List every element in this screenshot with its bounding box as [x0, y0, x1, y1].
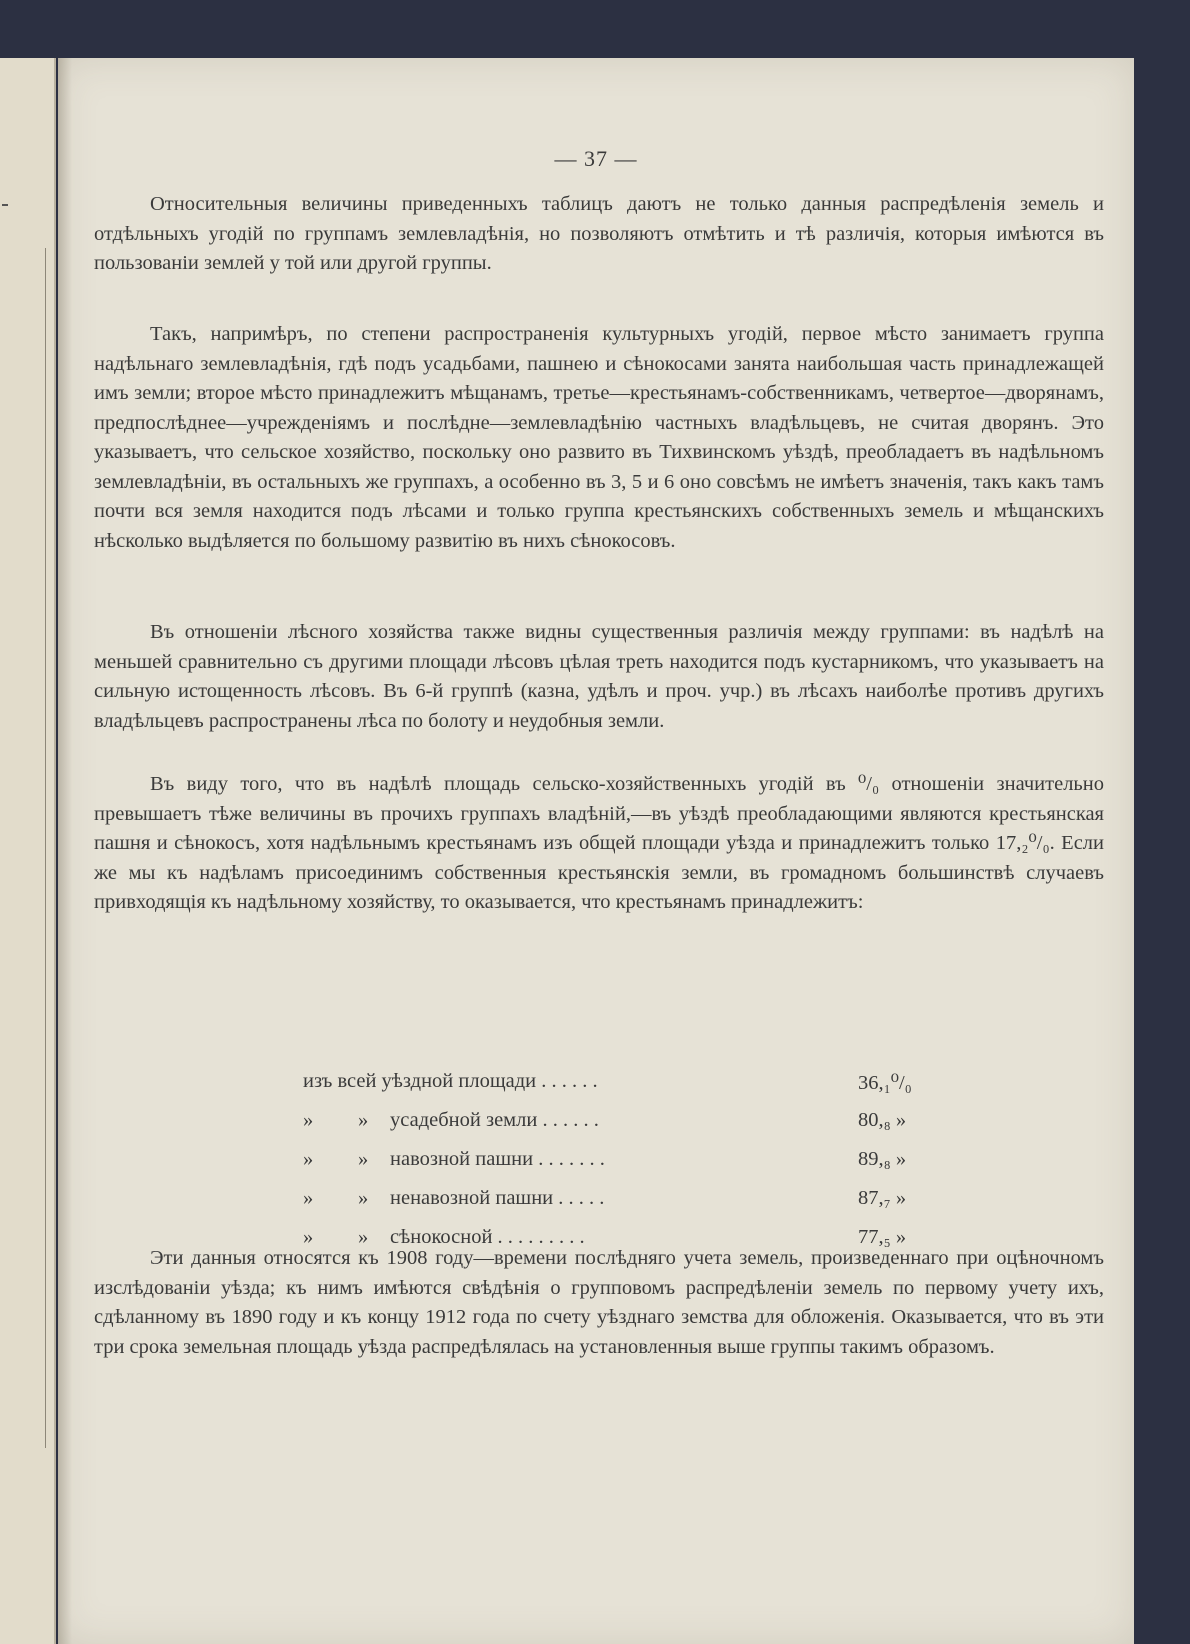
share-value: 80,₈ » — [858, 1109, 907, 1131]
share-value: 87,₇ » — [858, 1187, 907, 1209]
margin-mark — [2, 204, 8, 206]
paragraph-text: Въ отношеніи лѣсного хозяйства также видны существенныя различія между группами: въ надѣлѣ на меньшей сравнительно съ другими площади лѣсовъ цѣлая треть находится подъ кустарникомъ, что указываетъ на сильную истощенность лѣсовъ. Въ 6-й группѣ (казна, удѣлъ и проч. учр.) въ лѣсахъ наиболѣе противъ другихъ владѣльцевъ распространены лѣса по болоту и неудобныя земли. — [94, 621, 1104, 732]
land-share-list — [258, 1070, 958, 1265]
ditto-mark: » — [358, 1109, 369, 1131]
ditto-mark: » — [303, 1148, 314, 1170]
share-value: 36,₁⁰/₀ — [858, 1072, 912, 1094]
share-label: сѣнокосной . . . . . . . . . — [390, 1226, 585, 1248]
ditto-mark: » — [358, 1148, 369, 1170]
paragraph-text: Относительныя величины приведенныхъ таблицъ даютъ не только данныя распредѣленія земель и отдѣльныхъ угодій по группамъ землевладѣнія, но позволяютъ отмѣтить и тѣ различія, которыя имѣются въ пользованіи землей у той или другой группы. — [94, 193, 1104, 274]
paragraph-5 — [94, 1244, 1104, 1362]
share-row — [258, 1187, 958, 1226]
paragraph-1 — [94, 190, 1104, 279]
paragraph-text: Такъ, напримѣръ, по степени распространенія культурныхъ угодій, первое мѣсто занимаетъ группа надѣльнаго землевладѣнія, гдѣ подъ усадьбами, пашнею и сѣнокосами занята наибольшая часть принадлежащей имъ земли; второе мѣсто принадлежитъ мѣщанамъ, третье—крестьянамъ-собственникамъ, четвертое—дворянамъ, предпослѣднее—учрежденіямъ и послѣдне—землевладѣнію частныхъ владѣльцевъ, не считая дворянъ. Это указываетъ, что сельское хозяйство, поскольку оно развито въ Тихвинскомъ уѣздѣ, преобладаетъ въ надѣльномъ землевладѣніи, въ остальныхъ же группахъ, а особенно въ 3, 5 и 6 оно совсѣмъ не имѣетъ значенія, такъ какъ тамъ почти вся земля находится подъ лѣсами и только группа крестьянскихъ собственныхъ земель и мѣщанскихъ нѣсколько выдѣляется по большому развитію въ нихъ сѣнокосовъ. — [94, 323, 1104, 552]
ditto-mark: » — [303, 1109, 314, 1131]
share-label: изъ всей уѣздной площади . . . . . . — [303, 1070, 598, 1092]
paragraph-text: Эти данныя относятся къ 1908 году—времени послѣдняго учета земель, произведеннаго при оцѣночномъ изслѣдованіи уѣзда; къ нимъ имѣются свѣдѣнія о групповомъ распредѣленіи земель по первому учету ихъ, сдѣланному въ 1890 году и къ концу 1912 года по счету уѣзднаго земства для обложенія. Оказывается, что въ эти три срока земельная площадь уѣзда распредѣлялась на установленныя выше группы такимъ образомъ. — [94, 1247, 1104, 1358]
ditto-mark: » — [303, 1226, 314, 1248]
share-value: 77,₅ » — [858, 1226, 907, 1248]
book-page — [58, 58, 1134, 1644]
share-label: усадебной земли . . . . . . — [390, 1109, 599, 1131]
previous-page-edge — [0, 58, 56, 1644]
share-row — [258, 1148, 958, 1187]
ditto-mark: » — [303, 1187, 314, 1209]
paragraph-2 — [94, 320, 1104, 556]
share-label: навозной пашни . . . . . . . — [390, 1148, 605, 1170]
share-label: ненавозной пашни . . . . . — [390, 1187, 605, 1209]
page-number: — 37 — — [554, 146, 638, 171]
ditto-mark: » — [358, 1226, 369, 1248]
ditto-mark: » — [358, 1187, 369, 1209]
paragraph-4 — [94, 770, 1104, 918]
paragraph-3 — [94, 618, 1104, 736]
page-fold-shadow — [58, 58, 72, 1644]
share-row — [258, 1070, 958, 1109]
paragraph-text: Въ виду того, что въ надѣлѣ площадь сельско-хозяйственныхъ угодій въ ⁰/₀ отношеніи значительно превышаетъ тѣже величины въ прочихъ группахъ владѣній,—въ уѣздѣ преобладающими являются крестьянская пашня и сѣнокосъ, хотя надѣльнымъ крестьянамъ изъ общей площади уѣзда и принадлежитъ только 17,₂⁰/₀. Если же мы къ надѣламъ присоединимъ собственныя крестьянскія земли, въ громадномъ большинствѣ случаевъ привходящія къ надѣльному хозяйству, то оказывается, что крестьянамъ принадлежитъ: — [94, 773, 1104, 913]
page-border-line — [45, 248, 46, 1448]
share-value: 89,₈ » — [858, 1148, 907, 1170]
share-row — [258, 1109, 958, 1148]
